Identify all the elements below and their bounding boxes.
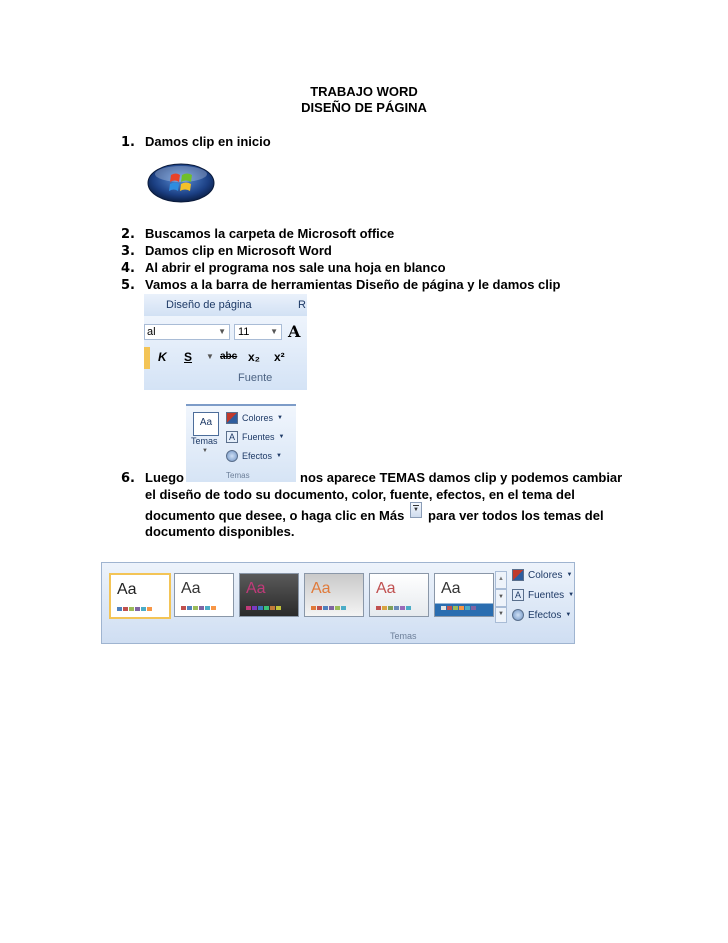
step-number: 6.	[121, 471, 135, 486]
chevron-down-icon: ▼	[278, 434, 285, 440]
chevron-down-icon: ▼	[565, 612, 572, 618]
windows-start-orb-icon	[146, 163, 216, 203]
chevron-down-icon: ▼	[568, 592, 575, 598]
font-name-combo[interactable]	[144, 324, 230, 340]
colors-icon	[226, 412, 238, 424]
step-number: 2.	[121, 227, 135, 242]
themes-gallery-screenshot	[101, 562, 575, 644]
step-number: 1.	[121, 135, 135, 150]
chevron-down-icon[interactable]: ▼	[270, 327, 278, 336]
theme-color-swatches	[376, 606, 411, 610]
tab-next[interactable]: R	[298, 299, 306, 311]
group-label-fuente: Fuente	[238, 372, 273, 384]
step-text: Damos clip en inicio	[145, 134, 271, 149]
theme-thumb-3[interactable]	[239, 573, 299, 617]
theme-color-swatches	[246, 606, 281, 610]
theme-thumb-6[interactable]	[434, 573, 494, 617]
step-text-a: Luego	[145, 470, 184, 485]
gallery-more-button[interactable]: ▼	[495, 607, 507, 623]
step-text: Buscamos la carpeta de Microsoft office	[145, 226, 395, 241]
theme-color-swatches	[181, 606, 216, 610]
title-line-2: DISEÑO DE PÁGINA	[301, 100, 427, 115]
font-size-value: 11	[238, 326, 250, 338]
underline-button[interactable]: S	[184, 350, 193, 364]
colores-label: Colores	[242, 413, 274, 423]
theme-thumb-label: Aa	[441, 580, 461, 597]
step-text: Vamos a la barra de herramientas Diseño de página y le damos clip	[145, 277, 561, 292]
step-6-line-3a: documento que desee, o haga clic en Más	[145, 508, 405, 523]
strikethrough-button[interactable]: abc	[220, 351, 238, 362]
step-6-line-4: documento disponibles.	[145, 524, 295, 539]
step-5	[121, 277, 561, 294]
theme-thumb-office[interactable]	[109, 573, 171, 619]
font-name-value: al	[147, 326, 156, 338]
group-label-temas: Temas	[226, 471, 250, 480]
theme-thumb-label: Aa	[181, 580, 201, 597]
colores-menu[interactable]	[512, 569, 572, 581]
effects-icon	[512, 609, 524, 621]
italic-button[interactable]: K	[158, 350, 167, 364]
step-6-line-2: el diseño de todo su documento, color, fuente, efectos, en el tema del	[145, 487, 575, 502]
chevron-down-icon: ▼	[276, 453, 282, 459]
theme-thumb-label: Aa	[376, 580, 396, 597]
temas-button[interactable]	[191, 412, 221, 456]
title-line-1: TRABAJO WORD	[310, 84, 418, 99]
colors-icon	[512, 569, 524, 581]
step-3	[121, 243, 332, 260]
step-2	[121, 226, 395, 243]
highlight-edge	[144, 347, 150, 369]
step-4	[121, 260, 446, 277]
tab-diseno-pagina[interactable]: Diseño de página	[166, 299, 252, 311]
temas-ribbon-screenshot	[186, 404, 296, 482]
efectos-menu[interactable]	[512, 609, 571, 621]
fuentes-label: Fuentes	[242, 432, 275, 442]
font-size-combo[interactable]	[234, 324, 282, 340]
step-text: Damos clip en Microsoft Word	[145, 243, 332, 258]
group-label-temas: Temas	[390, 631, 417, 641]
theme-color-swatches	[311, 606, 346, 610]
font-group	[144, 316, 307, 390]
colores-menu[interactable]	[226, 412, 283, 424]
subscript-button[interactable]: x₂	[248, 350, 261, 364]
efectos-label: Efectos	[528, 609, 562, 621]
colores-label: Colores	[528, 569, 563, 581]
chevron-down-icon[interactable]: ▼	[206, 352, 214, 361]
effects-icon	[226, 450, 238, 462]
more-button-icon: ▼	[410, 502, 422, 518]
chevron-down-icon[interactable]: ▼	[218, 327, 226, 336]
theme-thumb-label: Aa	[311, 580, 331, 597]
theme-color-swatches	[117, 607, 152, 611]
theme-thumb-2[interactable]	[174, 573, 234, 617]
gallery-scroll-down[interactable]: ▼	[495, 589, 507, 607]
fuentes-menu[interactable]	[226, 431, 284, 443]
chevron-down-icon: ▼	[202, 448, 208, 454]
theme-thumb-5[interactable]	[369, 573, 429, 617]
step-1	[121, 134, 271, 151]
step-number: 3.	[121, 244, 135, 259]
chevron-down-icon: ▼	[277, 415, 283, 421]
theme-thumb-label: Aa	[117, 581, 137, 598]
step-number: 4.	[121, 261, 135, 276]
gallery-scroll-up[interactable]: ▲	[495, 571, 507, 589]
grow-font-icon[interactable]: A	[288, 322, 301, 341]
efectos-menu[interactable]	[226, 450, 282, 462]
temas-button-label: Temas	[191, 436, 218, 446]
fuentes-label: Fuentes	[528, 589, 565, 601]
theme-color-swatches	[441, 606, 476, 610]
fonts-icon: A	[226, 431, 238, 443]
step-6-line-3b: para ver todos los temas del	[428, 508, 604, 523]
fuentes-menu[interactable]	[512, 589, 574, 601]
step-text: Al abrir el programa nos sale una hoja en blanco	[145, 260, 446, 275]
superscript-button[interactable]: x²	[274, 350, 285, 364]
step-number: 5.	[121, 278, 135, 293]
step-6-text-b: nos aparece TEMAS damos clip y podemos cambiar	[300, 470, 623, 485]
font-ribbon-screenshot	[144, 294, 307, 390]
chevron-down-icon: ▼	[566, 572, 573, 578]
theme-thumb-label: Aa	[246, 580, 266, 597]
theme-thumb-4[interactable]	[304, 573, 364, 617]
fonts-icon: A	[512, 589, 524, 601]
temas-icon: Aa	[193, 412, 219, 436]
efectos-label: Efectos	[242, 451, 273, 461]
step-6-line-1	[121, 470, 184, 487]
ribbon-tab-bar	[144, 294, 307, 316]
